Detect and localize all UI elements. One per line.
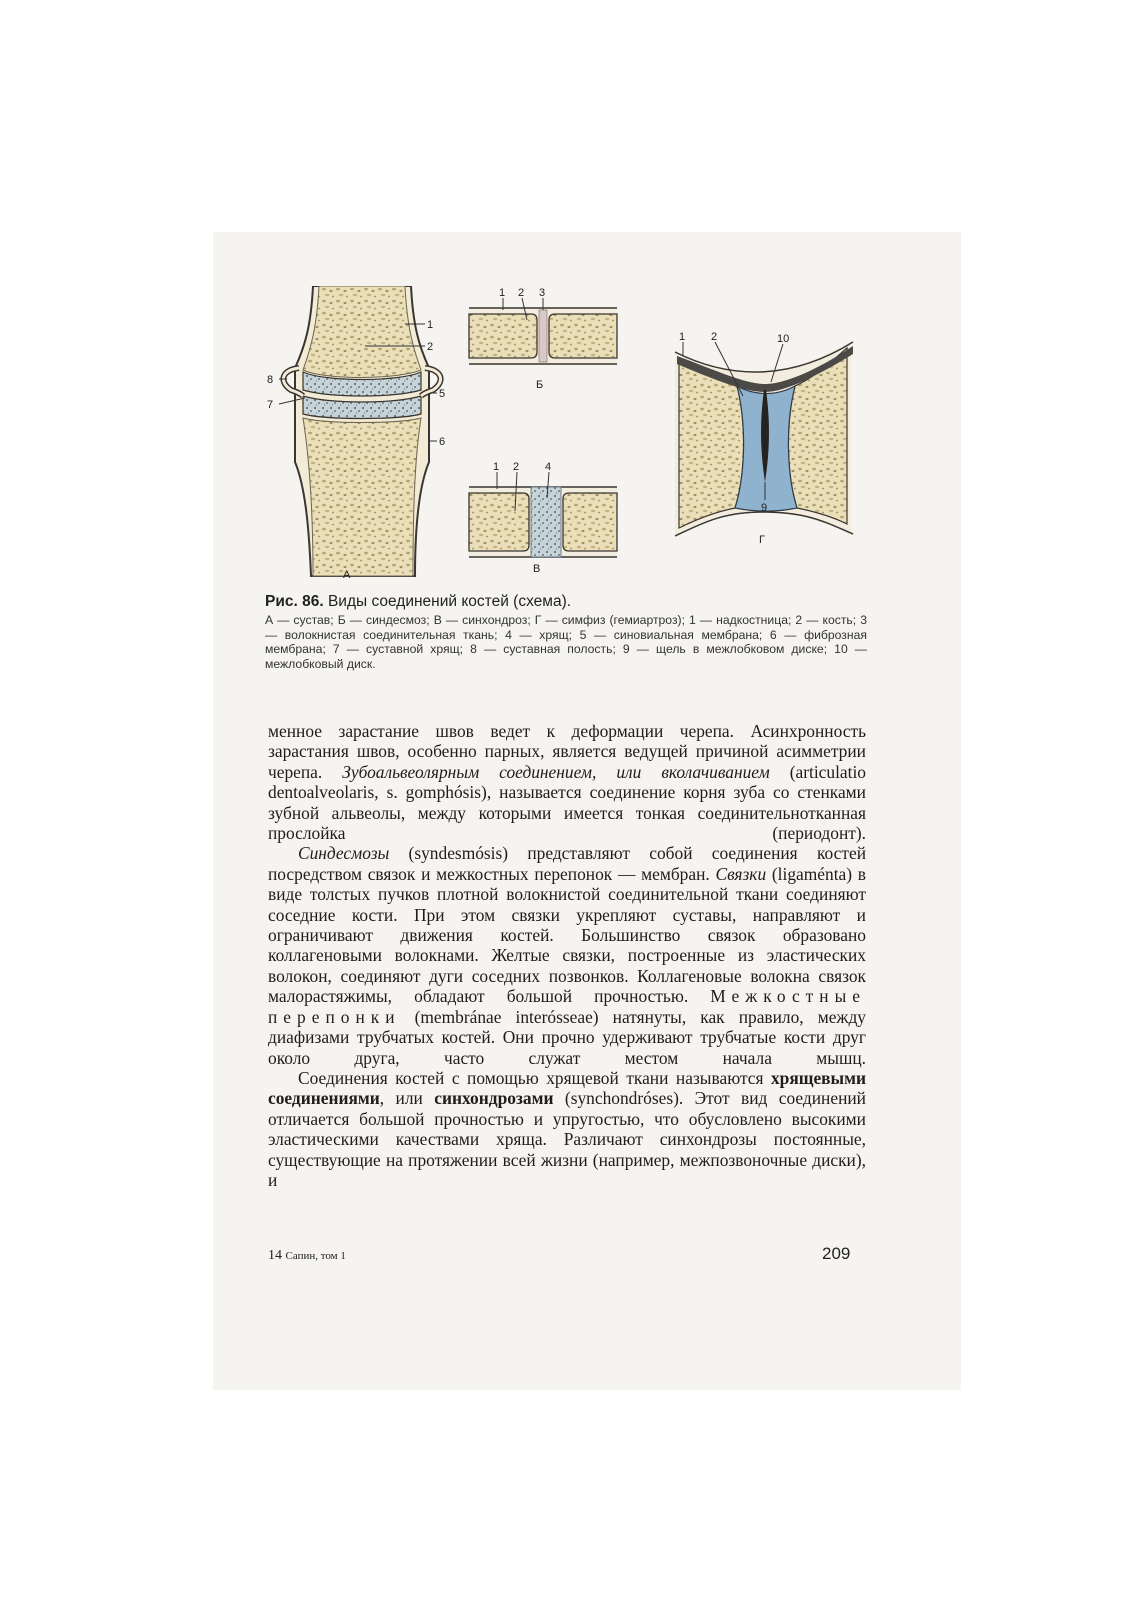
panel-b-letter: Б [536,379,544,391]
text-run: (synchondróses). Этот вид соединений отличается большой прочностью и упругостью, что обусловлено высокими эластическими качествами хряща. Различают синхондрозы постоянные, существующие на протяжении всей жизни (например, межпозвоночные диски), и [268,1088,866,1190]
panel-g-label-1: 1 [679,331,686,343]
term-interosseous-membranes: Межкостные перепонки [268,986,866,1027]
printer-signature [268,1248,346,1264]
figure-title-text: Виды соединений костей (схема). [327,593,572,610]
panel-g-label-2: 2 [711,331,718,343]
panel-a-label-2: 2 [427,341,434,353]
sheet-author: Сапин, том 1 [285,1250,346,1262]
term-syndesmosis: Синдесмозы [298,843,390,864]
sheet-number: 14 [268,1248,282,1263]
panel-b-label-2: 2 [518,287,525,299]
panel-a-joint [267,286,445,581]
panel-g-letter: Г [759,534,765,546]
paragraph-synchondrosis [268,1068,866,1190]
text-run: (articulatio dentoalveolaris, s. gomphósis), называется соединение корня зуба со стенками зубной альвеолы, между которыми имеется тонкая соединительнотканная прослойка (периодонт). [268,761,866,844]
text-run: менное зарастание швов ведет к деформации черепа. Асинхронность зарастания швов, особенно парных, является ведущей причиной асимметрии черепа. [268,721,866,782]
paragraph-gomphosis [268,721,866,843]
term-cartilaginous-joints: хрящевыми соединениями [268,1067,866,1109]
text-run: (membránae interósseae) натянуты, как правило, между диафизами трубчатых костей. Они прочно удерживают трубчатые кости друг около друга, часто служат местом начала мышц. [268,1006,866,1068]
panel-v-synchondrosis [469,461,617,575]
panel-b-label-3: 3 [539,287,546,299]
term-gomphosis: Зубоальвеолярным соединением, или вколачиванием [342,761,770,782]
figure-legend: А — сустав; Б — синдесмоз; В — синхондроз; Г — симфиз (гемиартроз); 1 — надкостница; 2 — кость; 3 — волокнистая соединительная ткань; 4 — хрящ; 5 — синовиальная мембрана; 6 — фиброзная мембрана; 7 — суставной хрящ; 8 — суставная полость; 9 — щель в межлобковом диске; 10 — межлобковый диск. [265,613,867,671]
panel-g-symphysis [675,331,853,546]
body-text [268,721,866,1190]
page-number: 209 [822,1244,851,1263]
panel-a-label-1: 1 [427,319,434,331]
figure-number: Рис. 86. [265,593,324,610]
panel-a-label-7: 7 [267,399,274,411]
panel-v-label-4: 4 [545,461,552,473]
panel-v-label-1: 1 [493,461,500,473]
panel-a-label-5: 5 [439,388,446,400]
figure-caption-title [265,593,885,611]
panel-g-label-10: 10 [777,333,790,345]
panel-g-label-9: 9 [761,502,768,514]
panel-v-letter: В [533,563,541,575]
term-ligaments: Связки [715,863,767,884]
joint-types-figure [265,286,865,581]
panel-a-label-6: 6 [439,436,446,448]
text-run: , или [379,1088,435,1109]
panel-v-label-2: 2 [513,461,520,473]
panel-b-label-1: 1 [499,287,506,299]
text-run: (syndesmósis) представляют собой соединения костей посредством связок и межкостных перепонок — мембран. [268,843,866,884]
text-run: Соединения костей с помощью хрящевой ткани называются [298,1067,771,1088]
panel-a-letter: А [343,569,351,581]
paragraph-syndesmosis [268,843,866,1067]
text-run: (ligaménta) в виде толстых пучков плотной волокнистой соединительной ткани соединяют соседние кости. При этом связки укрепляют суставы, направляют и ограничивают движения костей. Большинство связок образовано коллагеновыми волокнами. Желтые связки, построенные из эластических волокон, соединяют дуги соседних позвонков. Коллагеновые волокна связок малорастяжимы, обладают большой прочностью. [268,863,867,1007]
panel-a-label-8: 8 [267,374,274,386]
term-synchondroses: синхондрозами [434,1088,554,1109]
panel-b-syndesmosis [469,287,617,391]
